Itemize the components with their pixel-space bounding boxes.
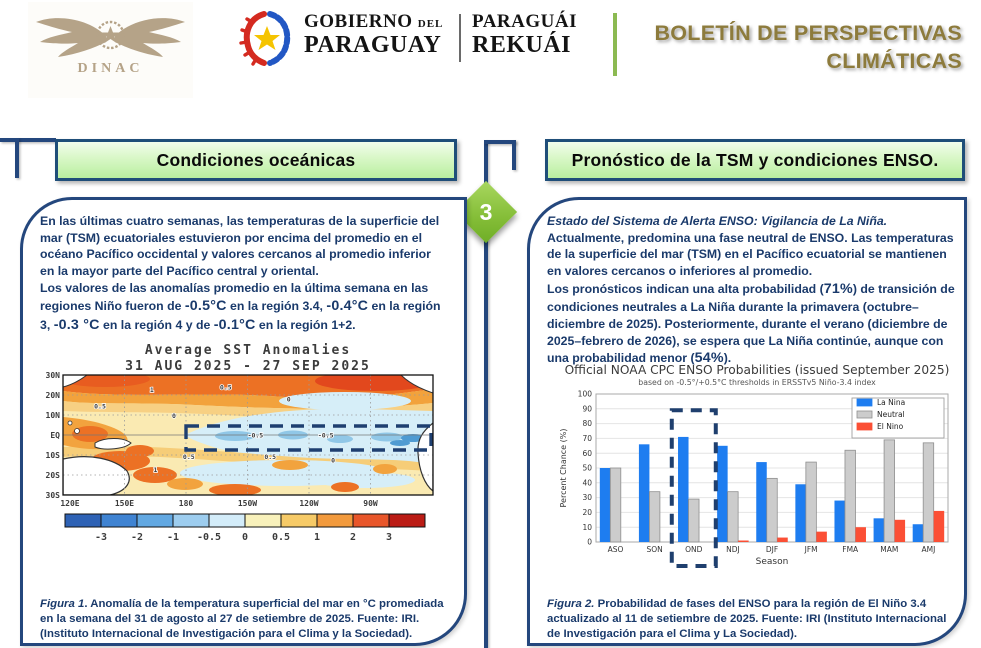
enso-chart-title: Official NOAA CPC ENSO Probabilities (issued September 2025)	[564, 363, 950, 377]
svg-text:90: 90	[582, 404, 592, 414]
sst-anomaly-map	[35, 339, 455, 549]
svg-text:Average SST Anomalies: Average SST Anomalies	[144, 343, 352, 358]
svg-text:0: 0	[172, 412, 176, 421]
svg-text:-1: -1	[166, 532, 180, 543]
svg-text:-3: -3	[94, 532, 108, 543]
svg-text:SON: SON	[646, 545, 663, 554]
svg-text:0.5: 0.5	[182, 453, 195, 461]
svg-text:50: 50	[582, 463, 592, 473]
dinac-logo	[28, 2, 193, 98]
connector-left-vertical	[15, 138, 19, 178]
gov-gn-line1: PARAGUÁI	[472, 11, 577, 32]
gov-gn-line2: REKUÁI	[472, 32, 572, 58]
sst-colorbar	[65, 514, 425, 543]
svg-text:60: 60	[582, 448, 592, 458]
oceanic-conditions-panel	[20, 197, 467, 646]
svg-text:FMA: FMA	[842, 545, 859, 554]
oceanic-conditions-text	[40, 213, 444, 335]
svg-text:30S: 30S	[45, 491, 60, 500]
svg-text:-2: -2	[130, 532, 144, 543]
paragraph-enso-forecast: Los pronósticos indican una alta probabilidad (71%) de transición de condiciones neutrales a La Niña durante la primavera (octubre–diciembre de 2025). Posteriormente, durante el verano (diciembre de 2025–febrero de 2026), se espera que La Niña continúe, aunque con una probabilidad menor (54%).	[547, 280, 955, 367]
svg-text:1: 1	[153, 466, 158, 475]
svg-text:0.5: 0.5	[271, 532, 291, 543]
svg-text:Neutral: Neutral	[877, 410, 905, 419]
svg-text:30: 30	[582, 493, 592, 503]
gov-logo-text-gn	[472, 12, 577, 57]
svg-text:DJF: DJF	[765, 545, 779, 554]
svg-text:AMJ: AMJ	[921, 545, 936, 554]
enso-forecast-text	[547, 213, 955, 369]
svg-text:ASO: ASO	[607, 545, 624, 554]
enso-chart-subtitle: based on -0.5°/+0.5°C thresholds in ERSSTv5 Niño-3.4 index	[638, 378, 876, 387]
page-title-line1: BOLETÍN DE PERSPECTIVAS	[654, 21, 962, 45]
svg-text:150E: 150E	[114, 499, 135, 508]
page-title-line2: CLIMÁTICAS	[826, 48, 962, 73]
svg-text:La Nina: La Nina	[877, 398, 906, 407]
svg-text:Percent Chance (%): Percent Chance (%)	[559, 428, 568, 508]
svg-text:MAM: MAM	[880, 545, 899, 554]
svg-text:31 AUG 2025 - 27 SEP 2025: 31 AUG 2025 - 27 SEP 2025	[125, 359, 371, 374]
dinac-label: DINAC	[77, 61, 144, 76]
section-title-tsm-forecast: Pronóstico de la TSM y condiciones ENSO.	[545, 139, 965, 181]
svg-text:90W: 90W	[363, 499, 378, 508]
paragraph-enso-current: Actualmente, predomina una fase neutral de ENSO. Las temperaturas de la superficie del mar (TSM) en el Pacífico ecuatorial se mantienen en valores cercanos o inferiores al promedio.	[547, 230, 954, 279]
enso-alert-status-line: Estado del Sistema de Alerta ENSO: Vigilancia de La Niña.	[547, 214, 888, 228]
paragraph-sst-overview: En las últimas cuatro semanas, las temperaturas de la superficie del mar (TSM) ecuatoriales estuvieron por encima del promedio en el océano Pacífico occidental y valores cercanos al promedio inferior en la mayor parte del Pacífico central y oriental.	[40, 214, 440, 279]
figure2-caption: Figura 2. Probabilidad de fases del ENSO para la región de El Niño 3.4 actualizado al 11 de setiembre de 2025. Fuente: IRI (Instituto Internacional de Investigación para el Clima y La Sociedad).	[547, 598, 947, 641]
svg-text:Season: Season	[755, 557, 789, 567]
connector-mid-vertical-short	[512, 140, 516, 170]
svg-text:0.5: 0.5	[219, 383, 232, 392]
svg-text:-0.5: -0.5	[317, 431, 334, 440]
gov-logo-divider	[459, 14, 461, 62]
step-number: 3	[479, 198, 493, 225]
connector-left-horizontal	[0, 138, 56, 142]
svg-text:EQ: EQ	[50, 431, 60, 440]
svg-text:80: 80	[582, 419, 592, 429]
svg-text:0: 0	[331, 456, 336, 465]
svg-text:10S: 10S	[45, 451, 60, 460]
svg-text:100: 100	[577, 389, 592, 399]
paraguay-emblem-icon	[238, 8, 296, 68]
header-accent-line	[613, 13, 617, 76]
svg-text:40: 40	[582, 478, 592, 488]
svg-text:0: 0	[241, 532, 249, 543]
svg-text:0.5: 0.5	[94, 402, 106, 411]
svg-text:0: 0	[286, 395, 291, 404]
svg-text:1: 1	[149, 385, 154, 394]
svg-text:-0.5: -0.5	[247, 431, 264, 440]
svg-text:30N: 30N	[45, 371, 60, 380]
svg-text:El Nino: El Nino	[877, 422, 904, 431]
svg-text:0: 0	[587, 537, 592, 547]
svg-text:0.5: 0.5	[264, 453, 277, 461]
figure1-caption: Figura 1. Anomalía de la temperatura superficial del mar en °C promediada en la semana del 31 de agosto al 27 de setiembre de 2025. Fuente: IRI. (Instituto Internacional de Investigación para el Clima y la Sociedad).	[40, 598, 444, 641]
svg-text:-0.5: -0.5	[196, 532, 222, 543]
svg-text:NDJ: NDJ	[726, 545, 740, 554]
svg-text:1: 1	[313, 532, 321, 543]
enso-forecast-panel	[527, 197, 967, 646]
svg-text:150W: 150W	[237, 499, 258, 508]
svg-text:2: 2	[349, 532, 357, 543]
section-title-oceanic-conditions: Condiciones oceánicas	[55, 139, 457, 181]
dinac-wings-icon	[28, 2, 193, 98]
svg-text:JFM: JFM	[804, 545, 818, 554]
page-title	[628, 20, 962, 76]
svg-text:3: 3	[385, 532, 393, 543]
svg-text:120W: 120W	[299, 499, 319, 508]
gov-line2: PARAGUAY	[304, 32, 442, 58]
gov-line1-small: DEL	[417, 18, 444, 30]
enso-probability-chart	[556, 388, 956, 568]
svg-text:120E: 120E	[60, 499, 80, 508]
svg-text:20S: 20S	[45, 471, 60, 480]
svg-text:180: 180	[178, 499, 194, 508]
enso-chart-header	[556, 363, 958, 387]
svg-text:20: 20	[582, 508, 592, 517]
paragraph-nino-regions: Los valores de las anomalías promedio en la última semana en las regiones Niño fueron de -0.5°C en la región 3.4, -0.4°C en la región 3, -0.3 °C en la región 4 y de -0.1°C en la región 1+2.	[40, 280, 441, 333]
svg-text:10: 10	[582, 522, 592, 532]
svg-text:20N: 20N	[45, 391, 60, 400]
svg-text:OND: OND	[685, 545, 703, 554]
gov-line1: GOBIERNO	[304, 11, 413, 32]
gov-logo-text-es	[304, 12, 443, 57]
svg-text:70: 70	[582, 434, 592, 443]
svg-text:10N: 10N	[45, 411, 60, 420]
